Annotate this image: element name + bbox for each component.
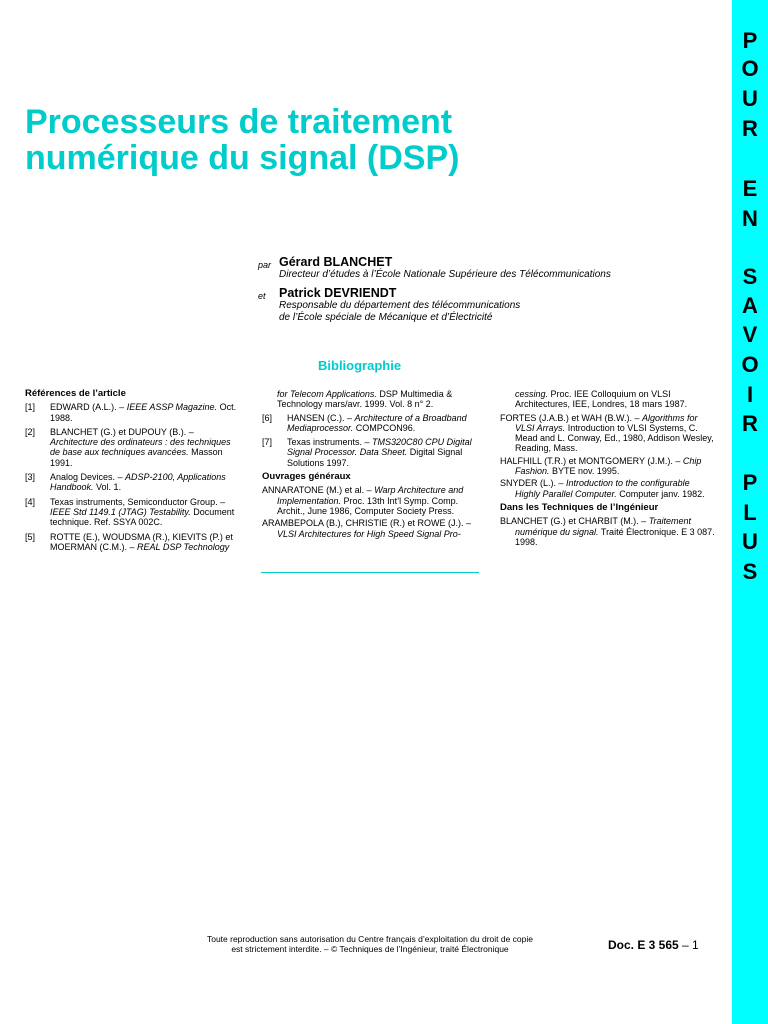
- sidebar-letter: O: [741, 352, 759, 377]
- reference-number: [7]: [262, 437, 273, 448]
- reference-title: VLSI Architectures for High Speed Signal Pro-: [277, 528, 461, 539]
- author-name: Gérard BLANCHET: [279, 255, 393, 269]
- sidebar-letter: S: [742, 559, 758, 584]
- author-prefix: et: [258, 291, 266, 301]
- copyright-line: est strictement interdite. – © Techniques de l’Ingénieur, traité Électronique: [231, 943, 509, 954]
- reference-author: ARAMBEPOLA (B.), CHRISTIE (R.) et ROWE (J.). –: [262, 518, 472, 529]
- reference-item: [500, 456, 715, 477]
- reference-details: Proc. 13th Int’l Symp. Comp. Archit., June 1986, Computer Society Press.: [277, 495, 459, 516]
- reference-author: FORTES (J.A.B.) et WAH (B.W.). –: [500, 412, 643, 423]
- reference-author: HANSEN (C.). –: [287, 412, 355, 423]
- sidebar-letter: V: [742, 322, 758, 347]
- reference-title: Traitement numérique du signal.: [515, 516, 692, 537]
- author-role: de l’École spéciale de Mécanique et d’Électricité: [279, 312, 493, 323]
- sidebar-letter: N: [742, 206, 758, 231]
- reference-details: Introduction to VLSI Systems, C. Mead and L. Conway, Ed., 1980, Addison Wesley, Reading, Mass.: [515, 422, 714, 454]
- reference-item: [25, 497, 240, 528]
- reference-item: [262, 413, 478, 434]
- reference-item: [25, 472, 240, 493]
- reference-number: [3]: [25, 472, 36, 483]
- reference-number: [5]: [25, 531, 36, 542]
- bibliography-column-2: [262, 389, 478, 541]
- reference-details: Computer janv. 1982.: [616, 488, 705, 499]
- reference-item: [25, 427, 240, 468]
- sidebar-letter: U: [742, 86, 758, 111]
- page-title: [25, 104, 625, 176]
- reference-item: [262, 518, 478, 539]
- reference-author: ROTTE (E.), WOUDSMA (R.), KIEVITS (P.) et MOERMAN (C.M.). –: [50, 531, 233, 552]
- reference-details: COMPCON96.: [353, 422, 416, 433]
- reference-number: [2]: [25, 426, 36, 437]
- reference-title: ADSP-2100, Applications Handbook.: [50, 472, 226, 493]
- author-name: Patrick DEVRIENDT: [279, 286, 397, 300]
- author-block-2: [258, 287, 728, 324]
- reference-title: Architecture of a Broadband Mediaprocessor.: [287, 412, 467, 433]
- reference-number: [1]: [25, 402, 36, 413]
- reference-author: BLANCHET (G.) et DUPOUY (B.). –: [50, 426, 194, 437]
- sidebar-letter: S: [742, 264, 758, 289]
- bibliography-column-3: [500, 389, 715, 549]
- bibliography-heading: Bibliographie: [318, 358, 402, 373]
- author-block-1: [258, 256, 728, 281]
- doc-number: Doc. E 3 565: [608, 938, 679, 952]
- sidebar-letter: U: [742, 529, 758, 554]
- copyright-notice: [180, 935, 560, 954]
- reference-details: Proc. IEE Colloquium on VLSI Architectures, IEE, Londres, 18 mars 1987.: [515, 389, 688, 410]
- reference-title: Warp Architecture and Implementation.: [277, 485, 464, 506]
- reference-item: [500, 478, 715, 499]
- reference-title: REAL DSP Technology: [137, 541, 230, 552]
- section-heading: Références de l’article: [25, 388, 126, 399]
- reference-title: IEEE ASSP Magazine.: [126, 402, 218, 413]
- reference-item: [262, 485, 478, 516]
- reference-details: DSP Multimedia & Technology mars/avr. 1999. Vol. 8 n° 2.: [277, 389, 453, 410]
- title-line-2: numérique du signal (DSP): [25, 139, 460, 177]
- reference-title: Chip Fashion.: [515, 455, 702, 477]
- sidebar-letter: P: [742, 28, 758, 53]
- reference-details: Oct. 1988.: [50, 402, 237, 423]
- reference-details: Traité Électronique. E 3 087. 1998.: [515, 526, 715, 547]
- sidebar-letter: P: [742, 470, 758, 495]
- reference-title: Algorithms for VLSI Arrays.: [515, 412, 698, 433]
- document-reference: [608, 938, 699, 952]
- reference-details: Digital Signal Solutions 1997.: [287, 447, 463, 468]
- sidebar-letter: R: [742, 116, 758, 141]
- reference-author: Texas instruments, Semiconductor Group. –: [50, 496, 226, 507]
- sidebar-pour-en-savoir-plus: [732, 0, 768, 1024]
- reference-title: cessing.: [515, 389, 549, 399]
- section-heading: Dans les Techniques de l’Ingénieur: [500, 501, 659, 513]
- author-role: Responsable du département des télécommunications: [279, 300, 521, 311]
- author-prefix: par: [258, 260, 272, 270]
- reference-item: [500, 516, 715, 547]
- sidebar-letter: L: [743, 500, 757, 525]
- reference-author: HALFHILL (T.R.) et MONTGOMERY (J.M.). –: [500, 455, 683, 466]
- reference-continuation: [500, 389, 715, 410]
- copyright-line: Toute reproduction sans autorisation du Centre français d’exploitation du droit de copie: [206, 934, 534, 944]
- reference-author: BLANCHET (G.) et CHARBIT (M.). –: [500, 516, 649, 527]
- reference-details: Document technique. Ref. SSYA 002C.: [50, 506, 235, 528]
- reference-title: TMS320C80 CPU Digital Signal Processor. Data Sheet.: [287, 437, 472, 458]
- reference-continuation: [262, 389, 478, 410]
- title-line-1: Processeurs de traitement: [25, 103, 453, 141]
- section-heading: Ouvrages généraux: [262, 471, 351, 483]
- reference-title: Introduction to the configurable Highly Parallel Computer.: [515, 478, 690, 499]
- reference-number: [6]: [262, 412, 273, 423]
- reference-author: EDWARD (A.L.). –: [50, 402, 127, 413]
- sidebar-letter: R: [742, 411, 758, 436]
- sidebar-letter: A: [742, 293, 758, 318]
- page-number: – 1: [678, 938, 699, 952]
- section-divider: [261, 572, 479, 573]
- reference-item: [500, 413, 715, 454]
- sidebar-letter: E: [742, 176, 758, 201]
- reference-item: [25, 532, 240, 553]
- reference-author: SNYDER (L.). –: [500, 478, 567, 489]
- reference-author: Texas instruments. –: [287, 437, 373, 448]
- reference-item: [25, 402, 240, 423]
- reference-title: Architecture des ordinateurs : des techniques de base aux techniques avancées.: [50, 437, 231, 458]
- reference-title: for Telecom Applications.: [277, 389, 377, 399]
- author-role: Directeur d’études à l’École Nationale Supérieure des Télécommunications: [279, 269, 611, 280]
- reference-item: [262, 437, 478, 468]
- reference-details: Masson 1991.: [50, 447, 223, 468]
- reference-author: Analog Devices. –: [50, 472, 126, 483]
- reference-number: [4]: [25, 496, 36, 507]
- reference-details: BYTE nov. 1995.: [549, 466, 620, 477]
- sidebar-letter: O: [741, 56, 759, 81]
- bibliography-column-1: [25, 389, 240, 556]
- reference-author: ANNARATONE (M.) et al. –: [262, 485, 375, 496]
- reference-title: IEEE Std 1149.1 (JTAG) Testability.: [50, 506, 191, 517]
- reference-details: Vol. 1.: [93, 482, 122, 493]
- sidebar-letter: I: [746, 382, 754, 407]
